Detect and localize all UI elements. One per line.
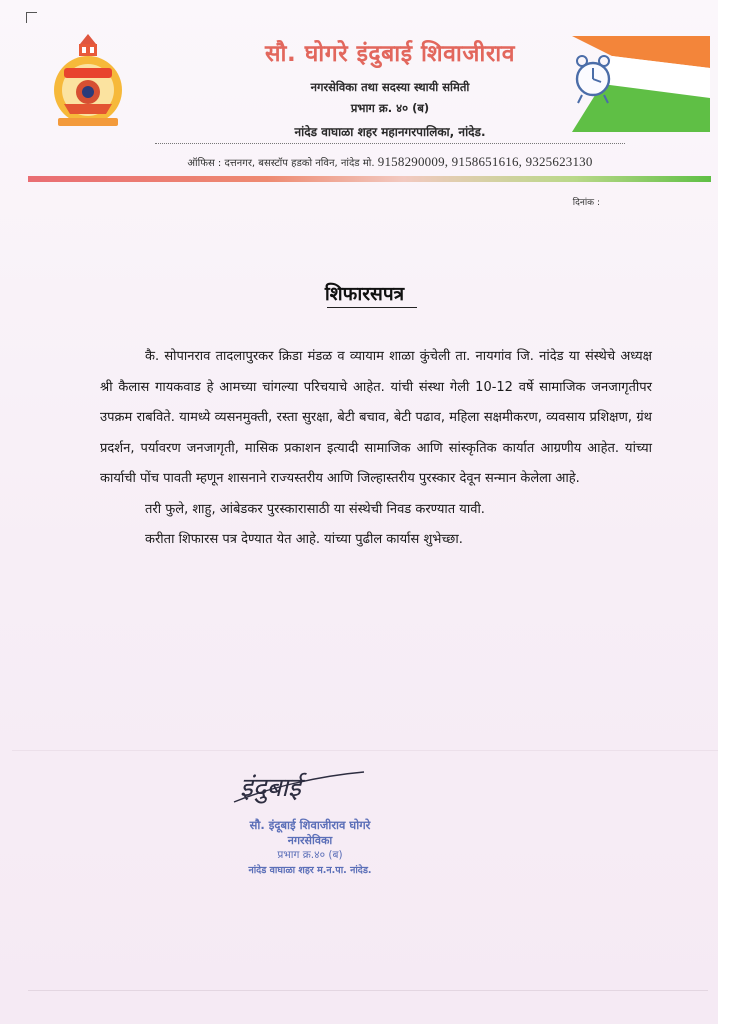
letter-body	[100, 342, 652, 556]
paragraph-1: कै. सोपानराव तादलापुरकर क्रिडा मंडळ व व्यायाम शाळा कुंचेली ता. नायगांव जि. नांदेड या संस्थेचे अध्यक्ष श्री कैलास गायकवाड हे आमच्या चांगल्या परिचयाचे आहेत. यांची संस्था गेली 10-12 वर्षे सामाजिक जनजागृतीपर उपक्रम राबविते. यामध्ये व्यसनमुक्ती, रस्ता सुरक्षा, बेटी बचाव, बेटी पढाव, महिला सक्षमीकरण, व्यवसाय प्रशिक्षण, ग्रंथ प्रदर्शन, पर्यावरण जनजागृती, मासिक प्रकाशन इत्यादी सामाजिक आणि सांस्कृतिक कार्यात आग्रणीय आहेत. यांच्या कार्याची पोंच पावती म्हणून शासनाने राज्यस्तरीय आणि जिल्हास्तरीय पुरस्कार देवून सन्मान केलेला आहे.	[100, 349, 652, 486]
page-edge	[718, 0, 729, 1024]
tricolor-band	[28, 176, 711, 182]
office-contact	[90, 154, 690, 170]
title-underline	[327, 307, 417, 308]
office-address: ऑफिस : दत्तनगर, बसस्टॉप हडको नविन, नांदेड मो.	[187, 158, 375, 169]
date-label: दिनांक :	[572, 198, 600, 208]
ward-number: प्रभाग क्र. ४० (ब)	[350, 101, 430, 115]
handwritten-signature	[228, 758, 368, 816]
stamp-corporation: नांदेड वाघाळा शहर म.न.पा. नांदेड.	[248, 865, 372, 876]
official-stamp	[195, 818, 425, 878]
stamp-ward: प्रभाग क्र.४० (ब)	[277, 849, 343, 861]
corner-mark	[26, 12, 37, 23]
clock-icon	[573, 52, 613, 106]
stamp-name: सौ. इंदूबाई शिवाजीराव घोगरे	[249, 818, 371, 832]
fold-line	[12, 750, 718, 751]
phone-numbers: 9158290009, 9158651616, 9325623130	[377, 154, 593, 169]
stamp-designation: नगरसेविका	[287, 834, 333, 847]
letter-title: शिफारसपत्र	[324, 283, 405, 305]
paragraph-3: करीता शिफारस पत्र देण्यात येत आहे. यांच्या पुढील कार्यास शुभेच्छा.	[145, 532, 463, 547]
councillor-name: सौ. घोगरे इंदुबाई शिवाजीराव	[264, 41, 516, 67]
dotted-divider	[155, 143, 625, 144]
designation: नगरसेविका तथा सदस्या स्थायी समिती	[310, 80, 470, 94]
paragraph-2: तरी फुले, शाहु, आंबेडकर पुरस्कारासाठी या संस्थेची निवड करण्यात यावी.	[145, 501, 485, 517]
municipal-emblem-icon	[50, 32, 126, 130]
signature-text: इंदुबाई	[240, 773, 301, 803]
corporation-name: नांदेड वाघाळा शहर महानगरपालिका, नांदेड.	[294, 125, 486, 139]
bottom-divider	[28, 990, 708, 991]
